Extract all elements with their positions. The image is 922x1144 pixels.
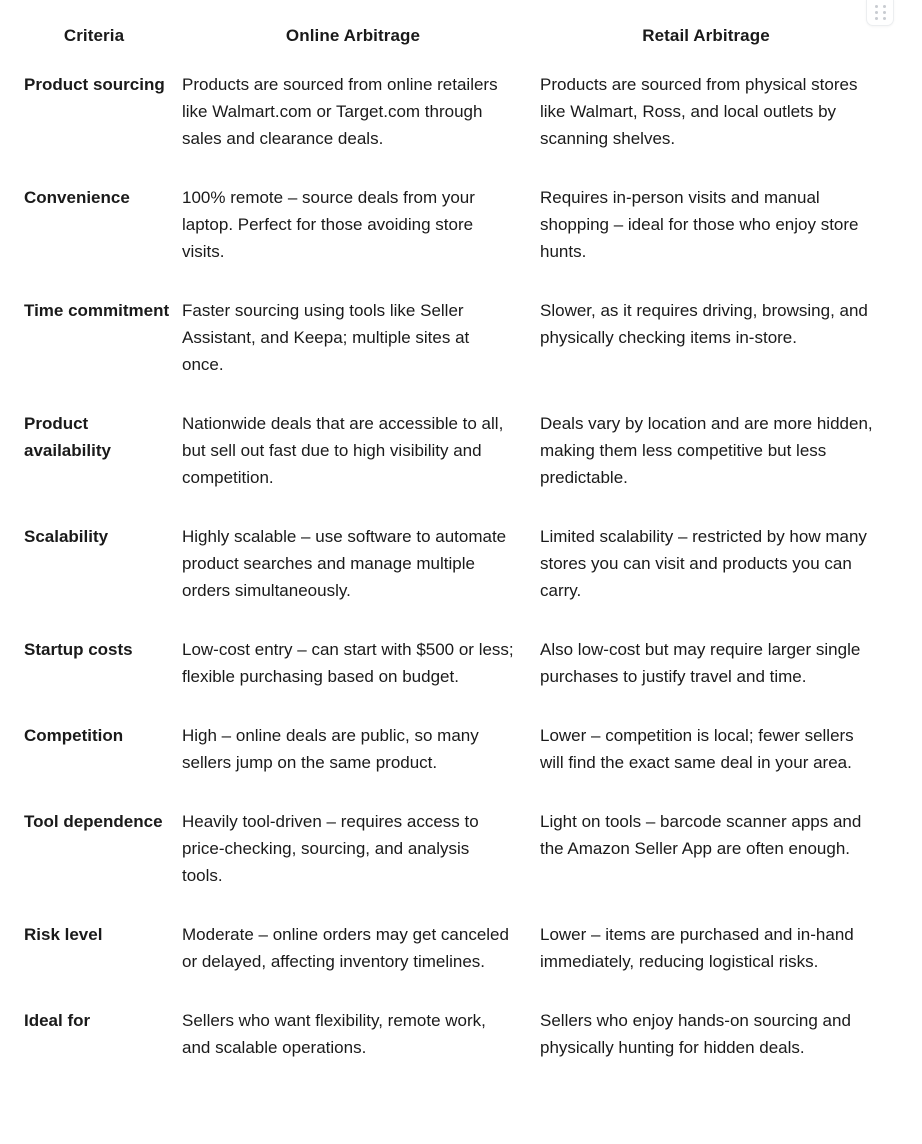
grip-dot <box>883 11 886 14</box>
cell-retail-arbitrage: Products are sourced from physical stores like Walmart, Ross, and local outlets by scanning shelves. <box>540 75 858 148</box>
cell-online-arbitrage: Highly scalable – use software to automate product searches and manage multiple orders simultaneously. <box>182 527 507 600</box>
cell-retail-arbitrage: Lower – competition is local; fewer sellers will find the exact same deal in your area. <box>540 726 854 772</box>
cell-online-arbitrage: Heavily tool-driven – requires access to price-checking, sourcing, and analysis tools. <box>182 812 479 885</box>
cell-retail-arbitrage: Sellers who enjoy hands-on sourcing and physically hunting for hidden deals. <box>540 1011 851 1057</box>
cell-online-arbitrage: High – online deals are public, so many sellers jump on the same product. <box>182 726 479 772</box>
cell-criteria: Tool dependence <box>24 812 163 831</box>
cell-criteria: Convenience <box>24 188 130 207</box>
table-row <box>8 912 884 998</box>
table-row <box>8 627 884 713</box>
grip-dots-icon <box>875 5 886 20</box>
cell-retail-arbitrage: Limited scalability – restricted by how many stores you can visit and products you can carry. <box>540 527 867 600</box>
cell-online-arbitrage: Nationwide deals that are accessible to all, but sell out fast due to high visibility and competition. <box>182 414 504 487</box>
column-header-online-arbitrage: Online Arbitrage <box>285 26 421 45</box>
table-body <box>8 62 884 1084</box>
table-row <box>8 288 884 401</box>
cell-online-arbitrage: Low-cost entry – can start with $500 or less; flexible purchasing based on budget. <box>182 640 514 686</box>
cell-criteria: Time commitment <box>24 301 170 320</box>
column-header-criteria: Criteria <box>63 26 125 45</box>
cell-criteria: Scalability <box>24 527 109 546</box>
cell-criteria: Ideal for <box>24 1011 91 1030</box>
table-header <box>8 0 884 62</box>
grip-dot <box>883 17 886 20</box>
cell-criteria: Product availability <box>24 414 111 460</box>
table-row <box>8 401 884 514</box>
cell-criteria: Product sourcing <box>24 75 165 94</box>
grip-dot <box>875 5 878 8</box>
cell-retail-arbitrage: Also low-cost but may require larger single purchases to justify travel and time. <box>540 640 861 686</box>
cell-criteria: Startup costs <box>24 640 133 659</box>
cell-online-arbitrage: Faster sourcing using tools like Seller Assistant, and Keepa; multiple sites at once. <box>182 301 470 374</box>
cell-retail-arbitrage: Requires in-person visits and manual shopping – ideal for those who enjoy store hunts. <box>540 188 859 261</box>
cell-online-arbitrage: Sellers who want flexibility, remote work, and scalable operations. <box>182 1011 486 1057</box>
table-row <box>8 799 884 912</box>
table-row <box>8 175 884 288</box>
table-row <box>8 998 884 1084</box>
cell-criteria: Risk level <box>24 925 103 944</box>
cell-online-arbitrage: Products are sourced from online retailers like Walmart.com or Target.com through sales and clearance deals. <box>182 75 498 148</box>
table-row <box>8 514 884 627</box>
cell-retail-arbitrage: Lower – items are purchased and in-hand immediately, reducing logistical risks. <box>540 925 854 971</box>
cell-retail-arbitrage: Light on tools – barcode scanner apps and the Amazon Seller App are often enough. <box>540 812 862 858</box>
cell-retail-arbitrage: Deals vary by location and are more hidden, making them less competitive but less predictable. <box>540 414 873 487</box>
drag-handle-button[interactable] <box>866 0 894 26</box>
comparison-table <box>8 0 884 1084</box>
grip-dot <box>883 5 886 8</box>
grip-dot <box>875 11 878 14</box>
table-header-row <box>8 0 884 62</box>
cell-criteria: Competition <box>24 726 124 745</box>
table-row <box>8 713 884 799</box>
grip-dot <box>875 17 878 20</box>
cell-online-arbitrage: Moderate – online orders may get canceled or delayed, affecting inventory timelines. <box>182 925 509 971</box>
cell-retail-arbitrage: Slower, as it requires driving, browsing, and physically checking items in-store. <box>540 301 868 347</box>
column-header-retail-arbitrage: Retail Arbitrage <box>642 26 770 45</box>
cell-online-arbitrage: 100% remote – source deals from your laptop. Perfect for those avoiding store visits. <box>182 188 475 261</box>
table-row <box>8 62 884 175</box>
